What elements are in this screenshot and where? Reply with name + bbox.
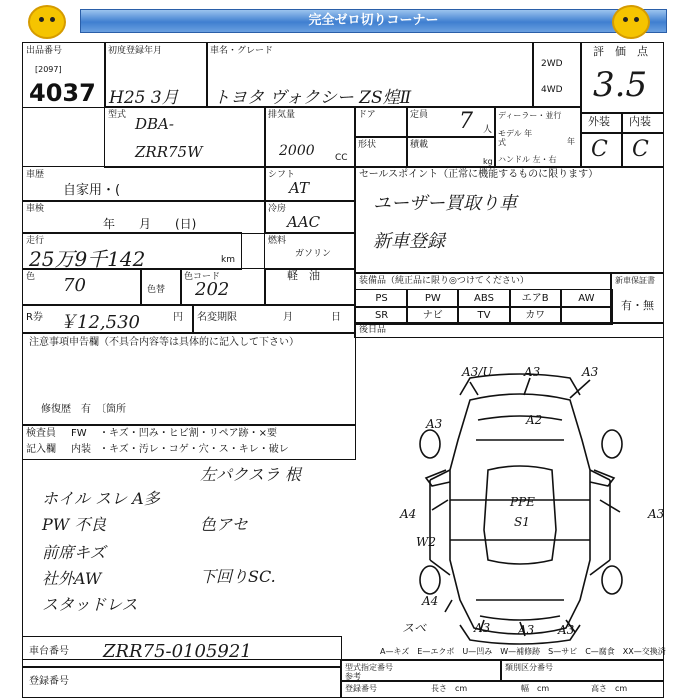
rear-seat-label: 後日品 <box>359 325 387 335</box>
fw-label: FW <box>71 428 87 439</box>
mileage-unit: km <box>221 255 235 265</box>
form-spec-label: 型式指定番号 <box>345 663 393 672</box>
dimensions-height: 高さ cm <box>591 684 628 693</box>
interior-value: C <box>632 137 649 162</box>
interior-row-label: 内装 <box>71 444 91 455</box>
first-reg-value: H25 3月 <box>109 88 179 108</box>
dimensions-cell <box>340 680 664 698</box>
chassis-label: 車台番号 <box>29 646 69 657</box>
damage-mark: スベ <box>402 621 427 635</box>
ac-value: AAC <box>287 213 321 231</box>
equipment-item: ABS <box>457 289 510 308</box>
model-year-label: モデル 年式 <box>498 129 533 147</box>
color-label: 色 <box>26 272 36 282</box>
recycle-unit: 円 <box>173 312 183 323</box>
inspection-value: 年 月 (日) <box>103 217 197 231</box>
registration-label: 登録番号 <box>29 676 69 687</box>
registration-cell <box>22 666 342 698</box>
exterior-value: C <box>591 137 608 162</box>
banner-title: 完全ゼロ切りコーナー <box>80 9 667 33</box>
shift-label: シフト <box>268 170 296 180</box>
handle-label: ハンドル 左・右 <box>498 155 557 164</box>
selling-points-label: セールスポイント（正常に機能するものに限ります） <box>359 169 599 180</box>
colorcode-value: 202 <box>195 279 230 300</box>
drive-2wd: 2WD <box>541 59 563 69</box>
lot-number: 4037 <box>29 79 96 107</box>
damage-mark: A2 <box>526 413 543 427</box>
fuel-label: 燃料 <box>268 236 287 246</box>
equipment-item: TV <box>457 306 510 325</box>
tint-label: 色替 <box>147 285 166 295</box>
first-reg-label: 初度登録年月 <box>108 46 163 56</box>
mileage-value: 25万9千142 <box>29 247 146 271</box>
door-label: ドア <box>358 110 376 120</box>
note-3: 前席キズ <box>42 543 106 562</box>
note-right-3: 下回りSC. <box>200 567 276 586</box>
load-label: 積載 <box>410 140 429 150</box>
recycle-label: R券 <box>26 312 43 323</box>
capacity-label: 定員 <box>410 110 429 120</box>
selling-point-2: 新車登録 <box>373 231 445 252</box>
score-value: 3.5 <box>593 65 648 105</box>
equipment-item: AW <box>560 289 613 308</box>
note-2: PW 不良 <box>42 515 107 534</box>
interior-items: ・キズ・汚レ・コゲ・穴・ス・キレ・破レ <box>99 444 289 455</box>
equipment-item: エアB <box>509 289 562 308</box>
dimensions-length: 長さ cm <box>431 684 468 693</box>
name-label: 車名・グレード <box>210 46 274 56</box>
score-label: 評 価 点 <box>593 45 648 58</box>
chassis-cell <box>22 636 342 668</box>
notes-label: 注意事項申告欄（不具合内容等は具体的に記入して下さい） <box>29 337 299 348</box>
dealer-label: ディーラー・並行 <box>498 111 562 120</box>
reg-number-label: 登録番号 <box>345 684 377 693</box>
displacement-value: 2000 <box>279 143 315 159</box>
load-unit: kg <box>483 157 493 166</box>
note-4: 社外AW <box>42 569 102 588</box>
colorcode-label: 色コード <box>184 272 221 282</box>
damage-mark: A3 <box>558 623 575 637</box>
drive-4wd: 4WD <box>541 85 563 95</box>
note-5: スタッドレス <box>42 595 138 614</box>
name-change-day: 日 <box>331 312 341 323</box>
repair-label: 修復歴 有 〔箇所 <box>41 404 126 415</box>
selling-point-1: ユーザー買取り車 <box>373 193 517 214</box>
equipment-label: 装備品（純正品に限り◎つけてください） <box>359 276 529 286</box>
model-label: 型式 <box>108 110 127 120</box>
displacement-label: 排気量 <box>268 110 296 120</box>
model-value-2: ZRR75W <box>135 143 203 161</box>
damage-mark: S1 <box>514 515 530 529</box>
name-change-month: 月 <box>283 312 293 323</box>
mileage-label: 走行 <box>26 236 45 246</box>
fuel-gasoline: ガソリン <box>295 249 332 259</box>
fuel-diesel: 軽 油 <box>287 269 320 282</box>
class-label: 類別区分番号 <box>505 663 553 672</box>
exterior-label: 外装 <box>588 115 610 128</box>
class-cell <box>500 660 664 682</box>
form-spec-cell <box>340 660 502 682</box>
model-value-1: DBA- <box>135 115 174 133</box>
damage-mark: A3/U <box>462 365 493 379</box>
warranty-label: 新車保証書 <box>615 276 655 285</box>
note-right-2: 色アセ <box>200 515 248 534</box>
name-value: トヨタ ヴォクシー ZS煌Ⅱ <box>213 88 412 108</box>
damage-mark: A3 <box>474 621 491 635</box>
note-right-1: 左パクスラ 根 <box>200 465 301 484</box>
inspection-label: 車検 <box>26 204 45 214</box>
damage-mark: PPE <box>510 495 535 509</box>
usage-value: 自家用・( <box>63 183 121 198</box>
recycle-value: ￥12,530 <box>59 312 140 333</box>
inspector-label: 検査員 <box>26 428 56 439</box>
shape-label: 形状 <box>358 140 377 150</box>
ac-label: 冷房 <box>268 204 287 214</box>
capacity-unit: 人 <box>483 125 493 135</box>
damage-legend: A—キズ E—エクボ U—凹み W—補修跡 S—サビ C—腐食 XX—交換済 <box>380 647 666 656</box>
note-1: ホイル スレ A多 <box>42 489 160 508</box>
chassis-value: ZRR75-0105921 <box>103 641 252 662</box>
damage-mark: A3 <box>426 417 443 431</box>
equipment-item: カワ <box>509 306 562 325</box>
damage-mark: A4 <box>400 507 417 521</box>
equipment-item: SR <box>355 306 408 325</box>
interior-label: 内装 <box>629 115 651 128</box>
damage-mark: A3 <box>518 623 535 637</box>
entry-label: 記入欄 <box>26 444 56 455</box>
warranty-options: 有・無 <box>621 299 654 312</box>
damage-mark: A3 <box>524 365 541 379</box>
damage-mark: A3 <box>582 365 599 379</box>
damage-mark: A3 <box>648 507 665 521</box>
displacement-unit: CC <box>335 153 348 163</box>
model-year-unit: 年 <box>567 137 575 146</box>
damage-mark: W2 <box>416 535 436 549</box>
form-spec-ref: 参考 <box>345 672 361 681</box>
shift-value: AT <box>289 179 310 197</box>
usage-label: 車歴 <box>26 170 45 180</box>
fw-items: ・キズ・凹み・ヒビ割・リペア跡・×要 <box>99 428 277 439</box>
equipment-item: ナビ <box>406 306 459 325</box>
name-change-label: 名変期限 <box>197 312 237 323</box>
damage-mark: A4 <box>422 594 439 608</box>
lot-sub: [2097] <box>35 65 62 74</box>
color-value: 70 <box>63 275 86 296</box>
lot-label: 出品番号 <box>26 46 63 56</box>
equipment-item: PW <box>406 289 459 308</box>
dimensions-width: 幅 cm <box>521 684 550 693</box>
capacity-value: 7 <box>459 109 473 134</box>
equipment-item: PS <box>355 289 408 308</box>
